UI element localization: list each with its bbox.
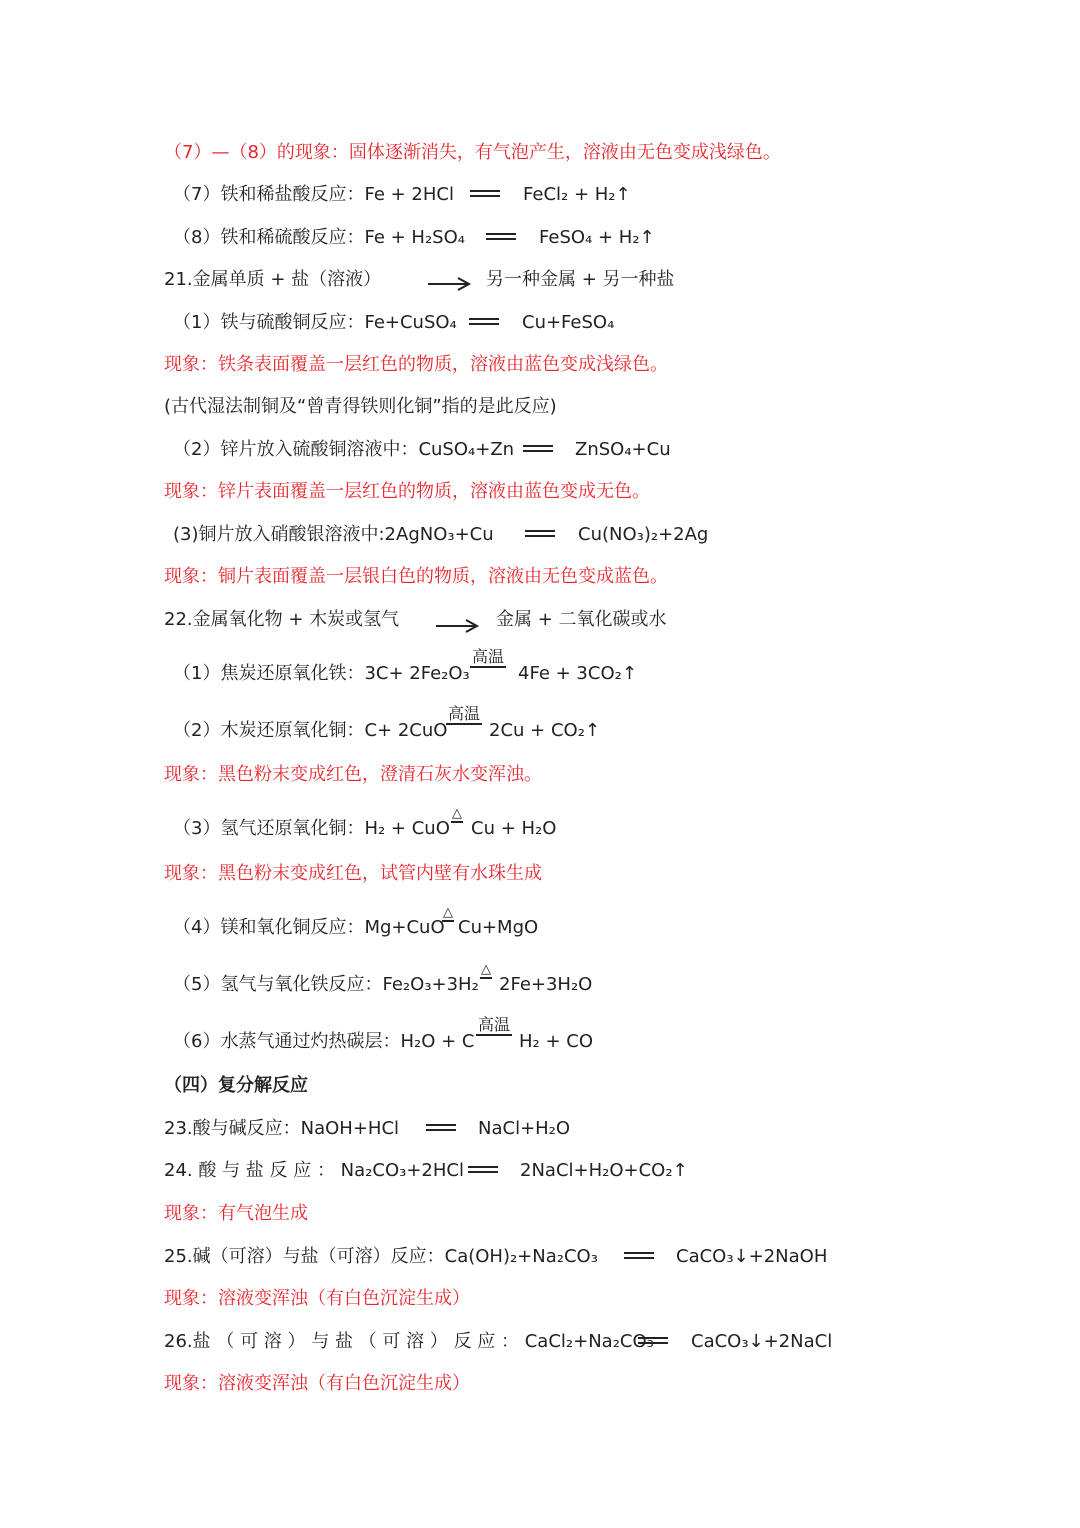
reaction-21-3-reactants: (3)铜片放入硝酸银溶液中:2AgNO₃+Cu	[173, 524, 494, 545]
section-22-left: 22.金属氧化物 + 木炭或氢气	[164, 609, 400, 630]
reaction-24-reactants: 24. 酸 与 盐 反 应 ： Na₂CO₃+2HCl	[164, 1160, 464, 1181]
arrow-right-icon	[434, 616, 480, 634]
equals-sign	[426, 1124, 456, 1131]
observation-25: 现象：溶液变浑浊（有白色沉淀生成）	[164, 1288, 470, 1309]
reaction-7-reactants: （7）铁和稀盐酸反应：Fe + 2HCl	[173, 184, 454, 205]
equals-sign	[525, 530, 555, 537]
reaction-23-reactants: 23.酸与碱反应：NaOH+HCl	[164, 1118, 400, 1139]
reaction-22-5-products: 2Fe+3H₂O	[499, 974, 593, 995]
heading-double-decomposition: （四）复分解反应	[164, 1075, 308, 1096]
section-21-left: 21.金属单质 + 盐（溶液）	[164, 269, 382, 290]
equals-sign	[469, 318, 499, 325]
condition-heat: △	[481, 962, 491, 977]
reaction-22-6-reactants: （6）水蒸气通过灼热碳层：H₂O + C	[173, 1031, 475, 1052]
reaction-8-products: FeSO₄ + H₂↑	[539, 227, 655, 248]
reaction-25-products: CaCO₃↓+2NaOH	[676, 1246, 828, 1267]
condition-high-temp: 高温	[448, 704, 481, 723]
section-21-right: 另一种金属 + 另一种盐	[486, 269, 675, 290]
reaction-7-products: FeCl₂ + H₂↑	[523, 184, 631, 205]
arrow-right-icon	[426, 274, 472, 292]
equals-sign	[470, 190, 500, 197]
observation-21-1: 现象：铁条表面覆盖一层红色的物质，溶液由蓝色变成浅绿色。	[164, 354, 668, 375]
observation-7-8: （7）—（8）的现象：固体逐渐消失，有气泡产生，溶液由无色变成浅绿色。	[164, 142, 781, 163]
equals-sign	[486, 233, 516, 240]
reaction-22-4-products: Cu+MgO	[458, 917, 539, 938]
reaction-21-1-reactants: （1）铁与硫酸铜反应：Fe+CuSO₄	[173, 312, 457, 333]
reaction-21-3-products: Cu(NO₃)₂+2Ag	[578, 524, 709, 545]
reaction-22-1-products: 4Fe + 3CO₂↑	[518, 663, 637, 684]
observation-22-2: 现象：黑色粉末变成红色，澄清石灰水变浑浊。	[164, 764, 542, 785]
reaction-22-6-products: H₂ + CO	[519, 1031, 594, 1052]
condition-heat: △	[452, 806, 462, 821]
reaction-25-reactants: 25.碱（可溶）与盐（可溶）反应：Ca(OH)₂+Na₂CO₃	[164, 1246, 598, 1267]
reaction-21-2-products: ZnSO₄+Cu	[575, 439, 671, 460]
reaction-26-reactants: 26.盐 （ 可 溶 ） 与 盐 （ 可 溶 ） 反 应 ： CaCl₂+Na₂CO₃	[164, 1331, 654, 1352]
equals-sign	[638, 1337, 668, 1344]
observation-26: 现象：溶液变浑浊（有白色沉淀生成）	[164, 1373, 470, 1394]
reaction-22-5-reactants: （5）氢气与氧化铁反应：Fe₂O₃+3H₂	[173, 974, 479, 995]
reaction-26-products: CaCO₃↓+2NaCl	[691, 1331, 833, 1352]
equals-sign	[468, 1166, 498, 1173]
observation-24: 现象：有气泡生成	[164, 1203, 308, 1224]
condition-heat: △	[443, 905, 453, 920]
observation-22-3: 现象：黑色粉末变成红色，试管内壁有水珠生成	[164, 863, 542, 884]
note-21-1: (古代湿法制铜及“曾青得铁则化铜”指的是此反应)	[164, 396, 557, 417]
reaction-22-2-reactants: （2）木炭还原氧化铜：C+ 2CuO	[173, 720, 448, 741]
reaction-22-3-reactants: （3）氢气还原氧化铜：H₂ + CuO	[173, 818, 450, 839]
condition-high-temp: 高温	[478, 1015, 511, 1034]
reaction-24-products: 2NaCl+H₂O+CO₂↑	[520, 1160, 688, 1181]
condition-high-temp: 高温	[472, 647, 505, 666]
observation-21-2: 现象：锌片表面覆盖一层红色的物质，溶液由蓝色变成无色。	[164, 481, 650, 502]
reaction-22-4-reactants: （4）镁和氧化铜反应：Mg+CuO	[173, 917, 445, 938]
reaction-21-1-products: Cu+FeSO₄	[522, 312, 615, 333]
reaction-22-2-products: 2Cu + CO₂↑	[489, 720, 600, 741]
reaction-22-3-products: Cu + H₂O	[471, 818, 557, 839]
equals-sign	[624, 1252, 654, 1259]
reaction-8-reactants: （8）铁和稀硫酸反应：Fe + H₂SO₄	[173, 227, 465, 248]
reaction-23-products: NaCl+H₂O	[478, 1118, 571, 1139]
section-22-right: 金属 + 二氧化碳或水	[496, 609, 667, 630]
observation-21-3: 现象：铜片表面覆盖一层银白色的物质，溶液由无色变成蓝色。	[164, 566, 668, 587]
equals-sign	[523, 445, 553, 452]
reaction-21-2-reactants: （2）锌片放入硫酸铜溶液中：CuSO₄+Zn	[173, 439, 515, 460]
reaction-22-1-reactants: （1）焦炭还原氧化铁：3C+ 2Fe₂O₃	[173, 663, 470, 684]
